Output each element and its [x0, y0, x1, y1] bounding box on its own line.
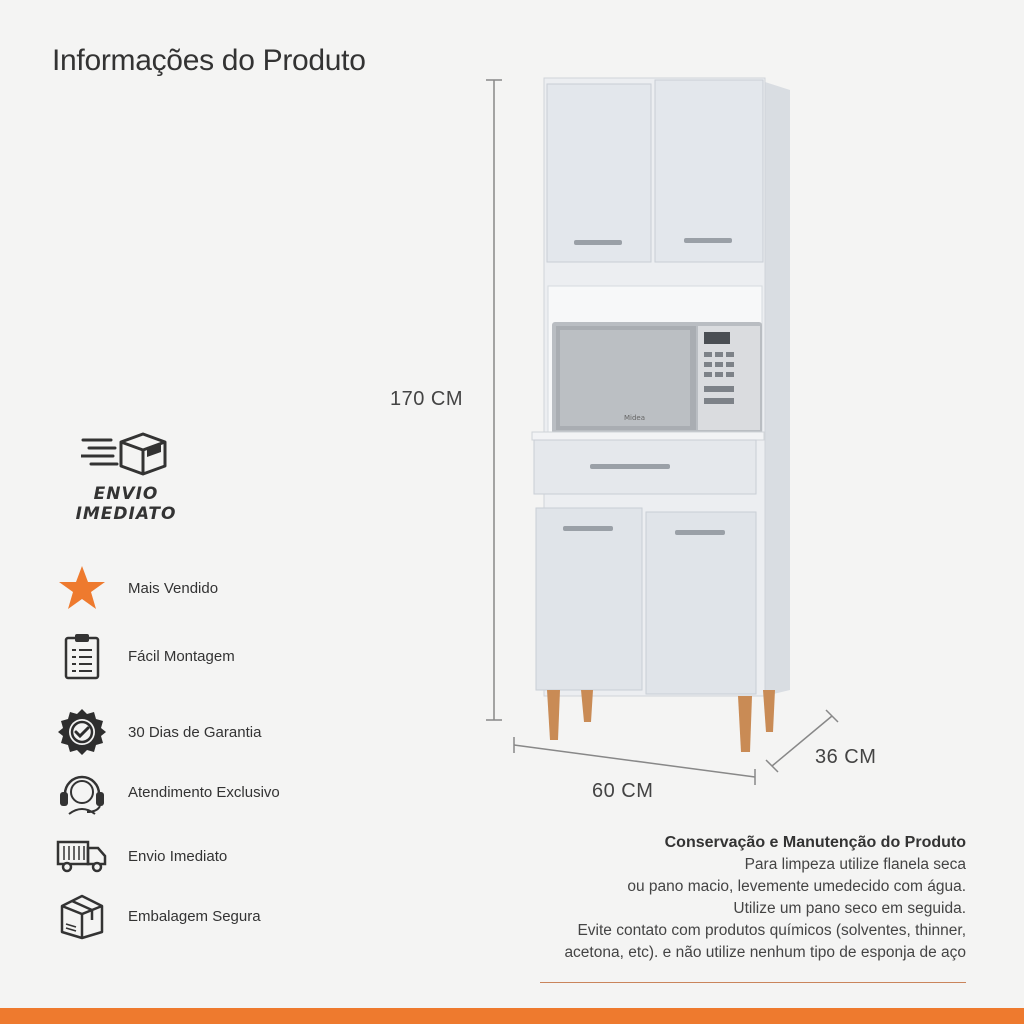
care-heading: Conservação e Manutenção do Produto: [664, 834, 966, 851]
microwave: [552, 322, 762, 434]
care-line: acetona, etc). e não utilize nenhum tipo de esponja de aço: [564, 944, 966, 961]
height-dimension-line: [486, 80, 502, 720]
microwave-brand: Midea: [624, 414, 646, 422]
feature-label: 30 Dias de Garantia: [128, 723, 262, 741]
bottom-accent-bar: [0, 1008, 1024, 1024]
depth-dimension: 36 CM: [815, 746, 877, 768]
care-line: Para limpeza utilize flanela seca: [744, 856, 966, 873]
care-line: Evite contato com produtos químicos (solventes, thinner,: [577, 922, 966, 939]
page-title: Informações do Produto: [52, 44, 366, 77]
countertop: [532, 432, 764, 440]
feature-label: Mais Vendido: [128, 579, 219, 597]
shipping-badge-line2: IMEDIATO: [75, 504, 177, 524]
upper-left-handle: [574, 240, 622, 245]
cabinet-legs: [547, 690, 775, 752]
shipping-badge-line1: ENVIO: [93, 484, 159, 504]
height-dimension: 170 CM: [390, 388, 464, 410]
feature-label: Embalagem Segura: [128, 907, 261, 925]
care-divider: [540, 982, 966, 983]
care-instructions: [496, 834, 966, 964]
upper-right-door: [655, 80, 763, 262]
cabinet-side-panel: [765, 82, 790, 696]
drawer-handle: [590, 464, 670, 469]
upper-left-door: [547, 84, 651, 262]
feature-label: Atendimento Exclusivo: [128, 783, 280, 801]
feature-label: Fácil Montagem: [128, 647, 235, 665]
feature-label: Envio Imediato: [128, 847, 228, 865]
width-dimension-line: [514, 737, 755, 785]
width-dimension: 60 CM: [592, 780, 654, 802]
lower-right-handle: [675, 530, 725, 535]
lower-left-handle: [563, 526, 613, 531]
lower-right-door: [646, 512, 756, 694]
lower-left-door: [536, 508, 642, 690]
upper-right-handle: [684, 238, 732, 243]
care-line: ou pano macio, levemente umedecido com água.: [627, 878, 966, 895]
care-line: Utilize um pano seco em seguida.: [733, 900, 966, 917]
